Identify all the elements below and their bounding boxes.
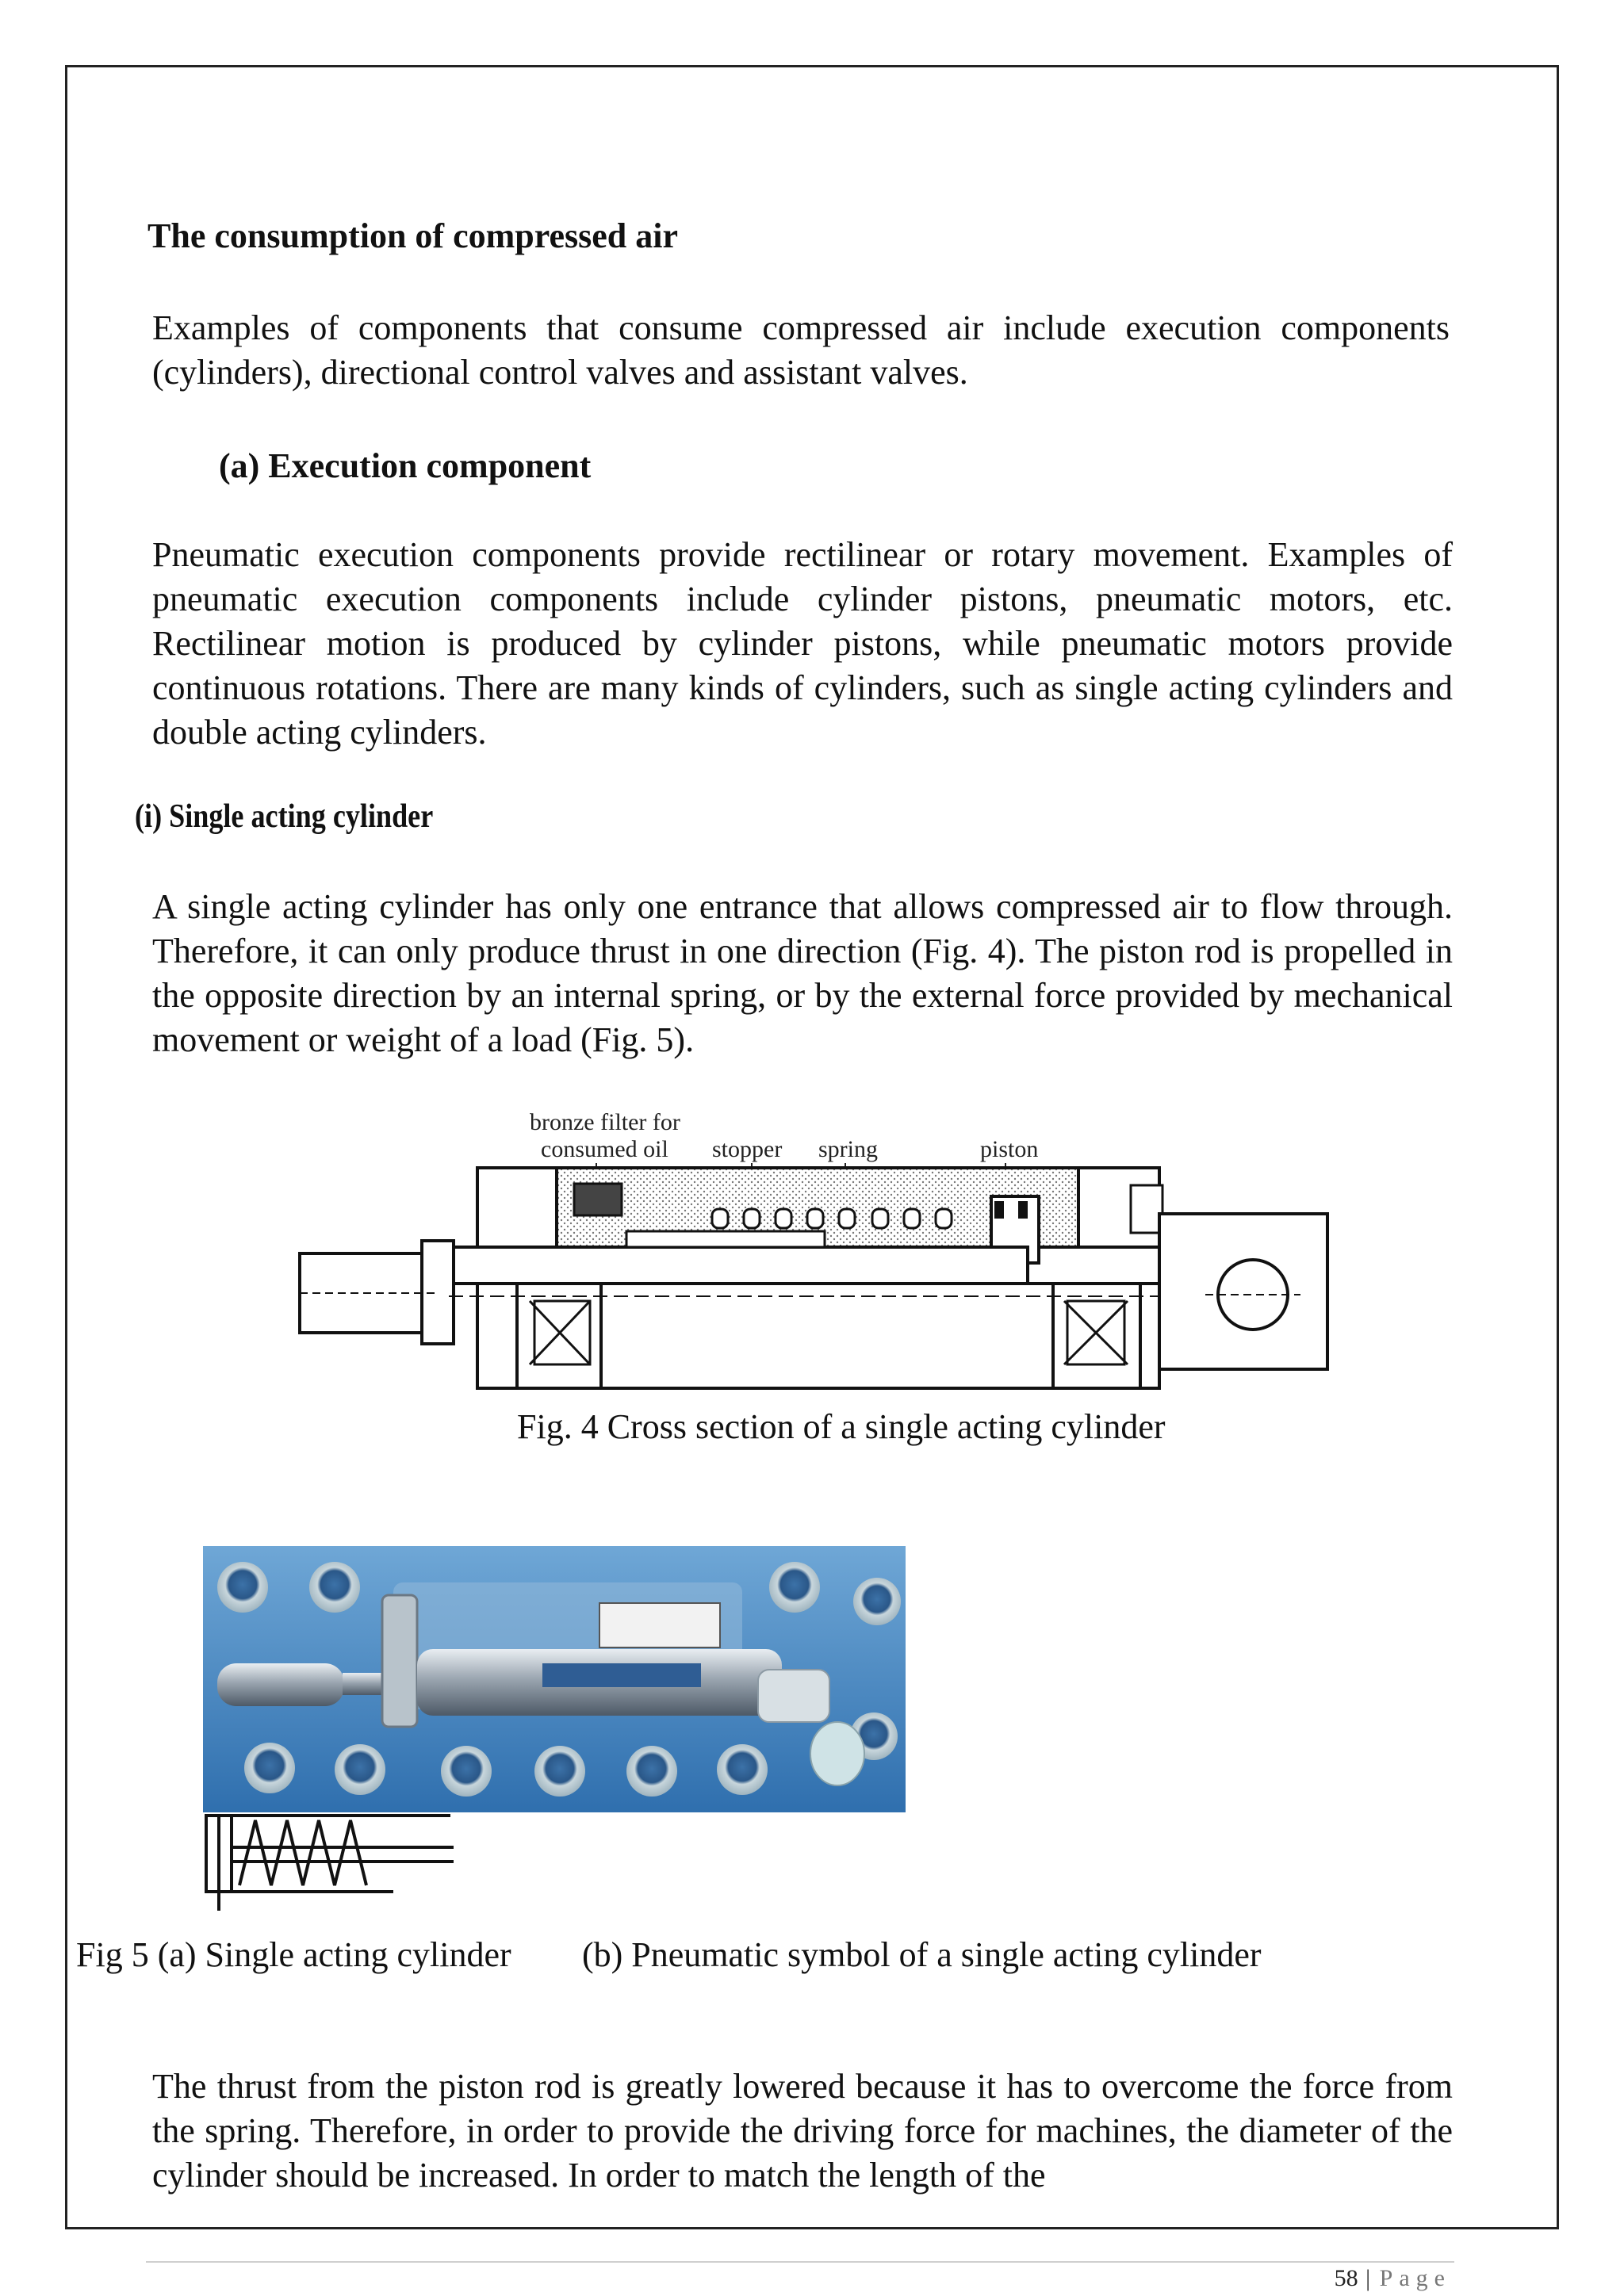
page-footer	[1335, 2264, 1451, 2293]
fig4-labels	[530, 1109, 1038, 1162]
cylinder-cross-section-diagram	[293, 1098, 1340, 1415]
footer-separator: |	[1365, 2265, 1373, 2291]
page-label: Page	[1379, 2265, 1451, 2291]
piston-rod	[449, 1247, 1028, 1284]
spring-zigzag	[239, 1820, 366, 1885]
label-stopper: stopper	[712, 1136, 783, 1162]
label-bronze-filter-1: bronze filter for	[530, 1109, 680, 1135]
heading-single-acting: (i) Single acting cylinder	[135, 798, 434, 835]
fig5-caption-b: (b) Pneumatic symbol of a single acting cylinder	[582, 1935, 1262, 1974]
label-piston: piston	[980, 1136, 1039, 1162]
heading-execution-component: (a) Execution component	[219, 446, 592, 485]
single-acting-cylinder-photo	[203, 1546, 906, 1812]
paragraph-intro: Examples of components that consume compressed air include execution components (cylinders), directional control valves and assistant valves.	[152, 308, 1450, 392]
page-number: 58	[1334, 2265, 1358, 2291]
fig4-caption: Fig. 4 Cross section of a single acting cylinder	[517, 1407, 1166, 1446]
cylinder-rod-end	[217, 1663, 344, 1706]
single-acting-cylinder-symbol	[203, 1812, 457, 1915]
label-spring: spring	[818, 1136, 878, 1162]
paragraph-thrust: The thrust from the piston rod is greatly lowered because it has to overcome the force from the spring. Therefore, in order to provide the driving force for machines, the diameter of the cylinder should be increased. In order to match the length of the	[152, 2067, 1453, 2195]
paragraph-single-acting: A single acting cylinder has only one entrance that allows compressed air to flow through. Therefore, it can only produce thrust in one direction (Fig. 4). The piston rod is propelled in the opposite direction by an internal spring, or by the external force provided by mechanical movement or weight of a load (Fig. 5).	[152, 887, 1453, 1059]
footer-divider	[146, 2261, 1454, 2263]
paragraph-execution: Pneumatic execution components provide rectilinear or rotary movement. Examples of pneumatic execution components include cylinder pistons, pneumatic motors, etc. Rectilinear motion is produced by cylinder pistons, while pneumatic motors provide continuous rotations. There are many kinds of cylinders, such as single acting cylinders and double acting cylinders.	[152, 535, 1453, 752]
mounting-bracket	[382, 1595, 417, 1727]
air-fitting	[758, 1670, 829, 1722]
label-bronze-filter-2: consumed oil	[541, 1136, 668, 1162]
heading-consumption: The consumption of compressed air	[147, 216, 678, 255]
fig5-caption-a: Fig 5 (a) Single acting cylinder	[76, 1935, 511, 1974]
